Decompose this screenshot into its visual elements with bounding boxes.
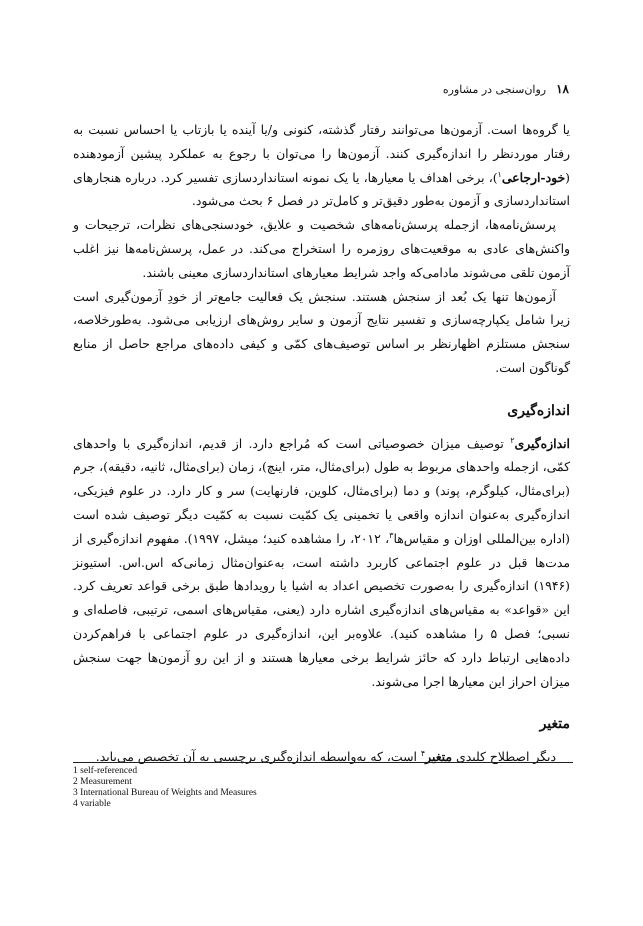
paragraph-1-text-b: )، برخی اهداف یا معیارها، یا یک نمونه استانداردسازی تفسیر کرد. درباره هنجارهای استانداردسازی و آزمون به‌طور دقیق‌تر و کامل‌تر در فصل ۶ بحث می‌شود. (73, 169, 570, 209)
footnote-2 (73, 777, 257, 788)
section-heading-variable: متغیر (539, 716, 570, 733)
footnote-ref-4[interactable]: ۴ (420, 749, 426, 758)
footnote-text: Measurement (80, 777, 132, 787)
footnote-text: International Bureau of Weights and Measures (80, 788, 257, 798)
footnote-ref-1[interactable]: ۱ (497, 169, 502, 179)
self-referenced-term: خود-ارجاعی (501, 169, 566, 185)
measurement-text-a: توصیف میزان خصوصیاتی است که مُراجع دارد. از قدیم، اندازه‌گیری با واحدهای کمّی، ازجمله واحدهای مربوط به طول (برای‌مثال، متر، اینچ)، زمان (برای‌مثال، ثانیه، دقیقه)، جرم (برای‌مثال، کیلوگرم، پوند) و دما (برای‌مثال، کلوین، فارنهایت) سر و کار دارد. در علوم فیزیکی، اندازه‌گیری به‌عنوان اندازه واقعی یا تخمینی یک کمّیت نسبت به کمّیت دیگر توصیف شده است (اداره بین‌المللی اوزان و مقیاس‌ها (73, 435, 570, 546)
measurement-term: اندازه‌گیری (514, 435, 570, 451)
variable-text-b: است، که به‌واسطه اندازه‌گیری برچسبی به آن تخصیص می‌یابد. (95, 749, 421, 765)
paragraph-1 (73, 118, 570, 213)
footnote-1 (73, 766, 257, 777)
footnote-text: variable (80, 799, 111, 809)
footnote-number: 1 (73, 766, 78, 776)
footnote-ref-3[interactable]: ۳ (389, 530, 394, 540)
paragraph-measurement (73, 432, 570, 694)
page-number: ۱۸ (556, 82, 569, 96)
section-heading-measurement: اندازه‌گیری (507, 402, 570, 419)
footnote-number: 2 (73, 777, 78, 787)
footnote-3 (73, 788, 257, 799)
paragraph-3: آزمون‌ها تنها یک بُعد از سنجش هستند. سنجش یک فعالیت جامع‌تر از خودِ آزمون‌گیری است زیرا شامل یکپارچه‌سازی و تفسیر نتایج آزمون و سایر روش‌های ارزیابی می‌شود. به‌طورخلاصه، سنجش مستلزم اظهارنظر بر اساس توصیف‌های کمّی و کیفی داده‌های مراجع حاصل از منابع گوناگون است. (73, 288, 570, 375)
footnote-text: self-referenced (80, 766, 138, 776)
footnote-number: 4 (73, 799, 78, 809)
paragraph-1-text-a: یا گروه‌ها است. آزمون‌ها می‌توانند رفتار گذشته، کنونی و/یا آینده یا بازتاب یا احساس نسبت به رفتار موردنظر را اندازه‌گیری کنند. آزمون‌ها را می‌توان با رجوع به عملکرد پیشین آزمودهنده ( (73, 122, 570, 185)
paragraph-2: پرسش‌نامه‌ها، ازجمله پرسش‌نامه‌های شخصیت و علایق، خودسنجی‌های نظرات، ترجیحات و واکنش‌های عادی به موقعیت‌های روزمره را استخراج می‌کند. در عمل، پرسش‌نامه‌ها نیز اغلب آزمون تلقی می‌شوند مادامی‌که واجد شرایط معیارهای استانداردسازی معینی باشند. (73, 217, 570, 280)
running-header (443, 82, 569, 96)
running-title: روان‌سنجی در مشاوره (442, 83, 547, 96)
measurement-text-b: ، ۲۰۱۲، را مشاهده کنید؛ میشل، ۱۹۹۷). مفهوم اندازه‌گیری از مدت‌ها قبل در علوم اجتماعی کاربرد داشته است، به‌عنوان‌مثال زمانی‌که اس.اس. استیونز (۱۹۴۶) اندازه‌گیری را به‌صورت تخصیص اعداد به اشیا یا رویدادها طبق برخی قواعد تعریف کرد. این «قواعد» به مقیاس‌های اندازه‌گیری اشاره دارد (یعنی، مقیاس‌های اسمی، ترتیبی، فاصله‌ای و نسبی؛ فصل ۵ را مشاهده کنید). علاوه‌بر این، اندازه‌گیری در علوم اجتماعی با فراهم‌کردن داده‌هایی ارتباط دارد که حائز شرایط برخی معیارها هستند و از این رو آزمون‌ها جهت سنجش میزان احراز این معیارها اجرا می‌شوند. (73, 530, 570, 689)
body-text (73, 118, 570, 769)
footnotes (73, 766, 257, 810)
variable-term: متغیر (425, 749, 453, 765)
footnote-4 (73, 799, 257, 810)
variable-text-a: دیگر اصطلاح کلیدی (452, 749, 556, 765)
footnote-ref-2[interactable]: ۲ (510, 435, 515, 445)
footnote-divider (73, 762, 573, 763)
footnote-number: 3 (73, 788, 78, 798)
